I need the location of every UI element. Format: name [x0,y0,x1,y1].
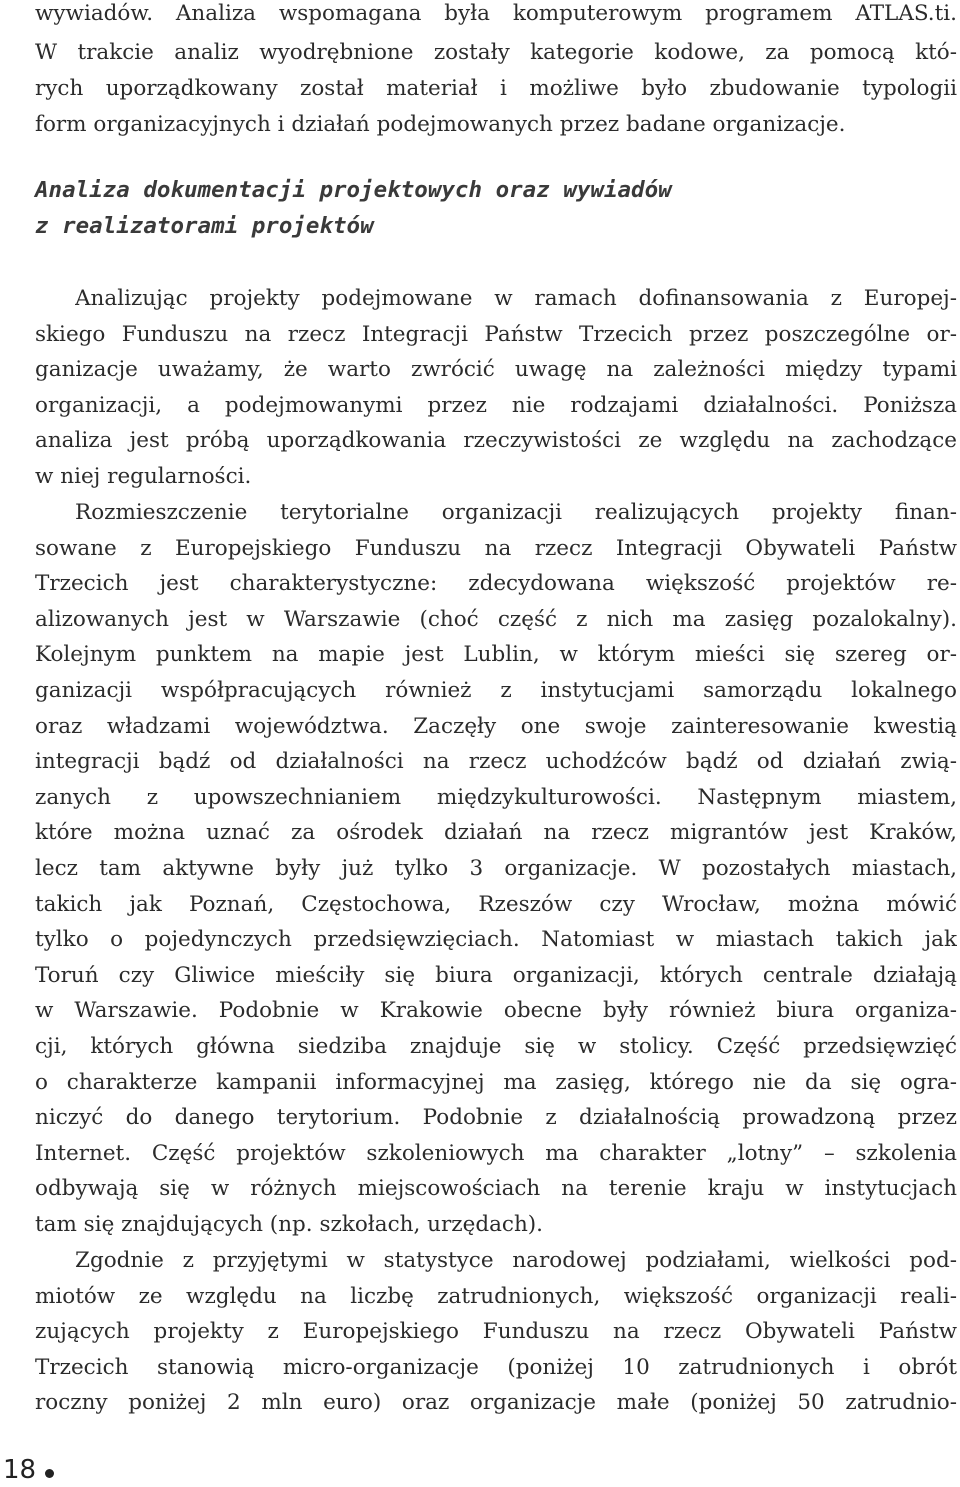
paragraph-2-line: analiza jest próbą uporządkowania rzeczywistości ze względu na zachodzące [35,428,957,453]
paragraph-2-line: organizacji, a podejmowanymi przez nie rodzajami działalności. Poniższa [35,393,957,418]
paragraph-3-line: alizowanych jest w Warszawie (choć część z nich ma zasięg pozalokalny). [35,607,957,632]
paragraph-1-line: W trakcie analiz wyodrębnione zostały kategorie kodowe, za pomocą któ- [35,40,957,65]
paragraph-3-line: Toruń czy Gliwice mieściły się biura organizacji, których centrale działają [35,963,957,988]
paragraph-2-line: skiego Funduszu na rzecz Integracji Państw Trzecich przez poszczególne or- [35,322,957,347]
paragraph-1-line: rych uporządkowany został materiał i możliwe było zbudowanie typologii [35,76,957,101]
paragraph-3-line: cji, których główna siedziba znajduje się w stolicy. Część przedsięwzięć [35,1034,957,1059]
paragraph-3-line: o charakterze kampanii informacyjnej ma zasięg, którego nie da się ogra- [35,1070,957,1095]
paragraph-3-line: odbywają się w różnych miejscowościach na terenie kraju w instytucjach [35,1176,957,1201]
paragraph-3-line: takich jak Poznań, Częstochowa, Rzeszów czy Wrocław, można mówić [35,892,957,917]
section-heading-line: z realizatorami projektów [35,213,374,239]
paragraph-3-line: niczyć do danego terytorium. Podobnie z działalnością prowadzoną przez [35,1105,957,1130]
paragraph-3-line: Trzecich jest charakterystyczne: zdecydowana większość projektów re- [35,571,957,596]
paragraph-3-line: ganizacji współpracujących również z instytucjami samorządu lokalnego [35,678,957,703]
paragraph-4-line: Trzecich stanowią micro-organizacje (poniżej 10 zatrudnionych i obrót [35,1355,957,1380]
paragraph-3-line: tam się znajdujących (np. szkołach, urzędach). [35,1212,544,1237]
paragraph-3-line: które można uznać za ośrodek działań na rzecz migrantów jest Kraków, [35,820,957,845]
paragraph-3-line: oraz władzami województwa. Zaczęły one swoje zainteresowanie kwestią [35,714,957,739]
paragraph-1-line: form organizacyjnych i działań podejmowanych przez badane organizacje. [35,112,846,137]
paragraph-3-line: Kolejnym punktem na mapie jest Lublin, w którym mieści się szereg or- [35,642,957,667]
paragraph-1-line: wywiadów. Analiza wspomagana była komputerowym programem ATLAS.ti. [35,1,957,26]
paragraph-3-line: w Warszawie. Podobnie w Krakowie obecne były również biura organiza- [35,998,957,1023]
section-heading-line: Analiza dokumentacji projektowych oraz wywiadów [35,177,672,203]
paragraph-3-line: tylko o pojedynczych przedsięwzięciach. Natomiast w miastach takich jak [35,927,957,952]
paragraph-2-line: ganizacje uważamy, że warto zwrócić uwagę na zależności między typami [35,357,957,382]
paragraph-2-line: w niej regularności. [35,464,252,489]
paragraph-3-line: Rozmieszczenie terytorialne organizacji realizujących projekty finan- [75,500,957,525]
folio-bullet-icon [45,1469,54,1478]
paragraph-4-line: Zgodnie z przyjętymi w statystyce narodowej podziałami, wielkości pod- [75,1248,957,1273]
paragraph-4-line: miotów ze względu na liczbę zatrudnionych, większość organizacji reali- [35,1284,957,1309]
paragraph-2-line: Analizując projekty podejmowane w ramach dofinansowania z Europej- [75,286,957,311]
paragraph-3-line: Internet. Część projektów szkoleniowych ma charakter „lotny” – szkolenia [35,1141,957,1166]
paragraph-3-line: integracji bądź od działalności na rzecz uchodźców bądź od działań zwią- [35,749,957,774]
page-number: 18 [3,1455,37,1485]
paragraph-3-line: lecz tam aktywne były już tylko 3 organizacje. W pozostałych miastach, [35,856,957,881]
paragraph-4-line: roczny poniżej 2 mln euro) oraz organizacje małe (poniżej 50 zatrudnio- [35,1390,957,1415]
paragraph-4-line: zujących projekty z Europejskiego Funduszu na rzecz Obywateli Państw [35,1319,957,1344]
paragraph-3-line: sowane z Europejskiego Funduszu na rzecz Integracji Obywateli Państw [35,536,957,561]
paragraph-3-line: zanych z upowszechnianiem międzykulturowości. Następnym miastem, [35,785,957,810]
